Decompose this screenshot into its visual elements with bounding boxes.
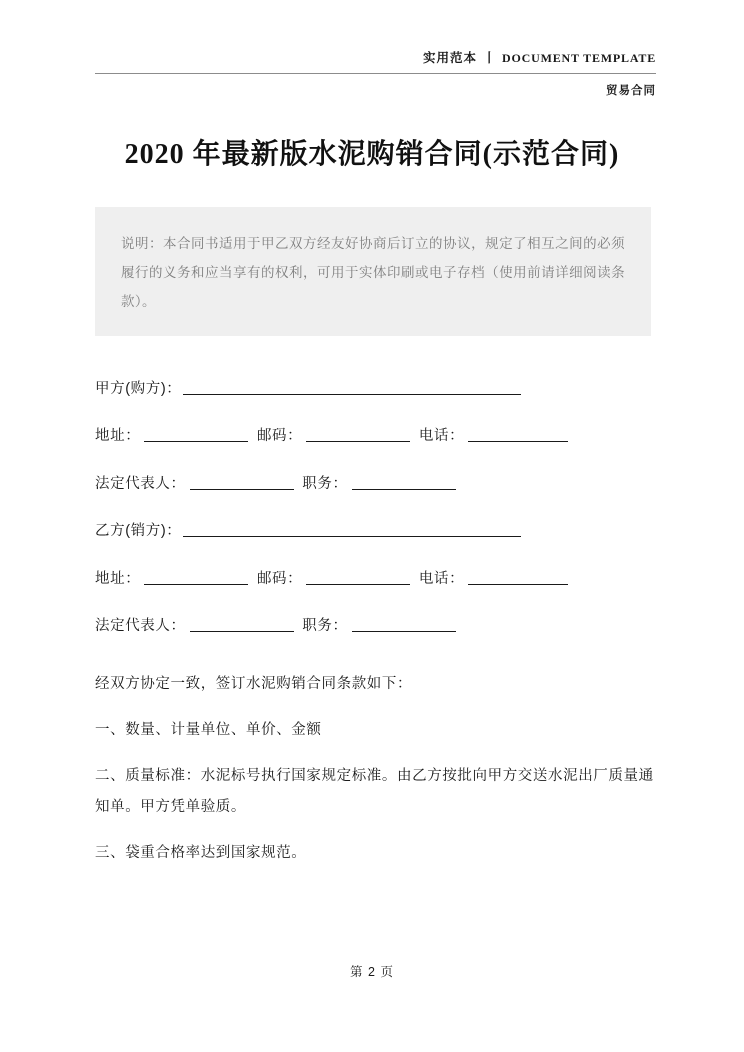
clause-item-1: 一、数量、计量单位、单价、金额 bbox=[95, 721, 322, 738]
address-label-a: 地址： bbox=[95, 428, 141, 445]
party-b-address-input[interactable] bbox=[144, 570, 248, 585]
header-divider bbox=[95, 73, 656, 74]
phone-label-a: 电话： bbox=[418, 428, 465, 445]
legal-rep-label-b: 法定代表人： bbox=[95, 618, 186, 635]
party-b-label: 乙方(销方)： bbox=[95, 523, 182, 540]
document-body bbox=[95, 378, 660, 884]
party-a-phone-input[interactable] bbox=[468, 428, 568, 443]
party-b-position-input[interactable] bbox=[352, 618, 456, 633]
postcode-label-b: 邮码： bbox=[256, 570, 303, 587]
position-label-b: 职务： bbox=[302, 618, 348, 635]
party-a-rep-input[interactable] bbox=[190, 475, 294, 490]
party-b-postcode-input[interactable] bbox=[306, 570, 410, 585]
party-b-rep-input[interactable] bbox=[190, 618, 294, 633]
page-title: 2020 年最新版水泥购销合同(示范合同) bbox=[124, 139, 620, 170]
header-brand-line bbox=[95, 48, 656, 66]
party-a-address-input[interactable] bbox=[144, 428, 248, 443]
header-brand-cn: 实用范本 bbox=[423, 51, 478, 65]
party-a-position-input[interactable] bbox=[352, 475, 456, 490]
field-party-a-rep bbox=[95, 473, 660, 495]
clause-item-2: 二、质量标准：水泥标号执行国家规定标准。由乙方按批向甲方交送水泥出厂质量通知单。甲方凭单验质。 bbox=[95, 767, 654, 816]
party-a-label: 甲方(购方)： bbox=[95, 381, 182, 397]
header-separator: 丨 bbox=[483, 51, 497, 65]
header-category: 贸易合同 bbox=[606, 85, 656, 97]
party-a-input[interactable] bbox=[183, 380, 521, 395]
field-party-b-contact bbox=[95, 568, 660, 590]
address-label-b: 地址： bbox=[95, 570, 141, 587]
party-b-input[interactable] bbox=[183, 523, 521, 538]
page-footer: 第 2 页 bbox=[350, 965, 394, 979]
phone-label-b: 电话： bbox=[418, 570, 465, 587]
party-a-postcode-input[interactable] bbox=[306, 428, 410, 443]
body-intro: 经双方协定一致，签订水泥购销合同条款如下： bbox=[95, 675, 413, 692]
field-party-b bbox=[95, 520, 660, 542]
page-header bbox=[95, 48, 656, 98]
clause-item-3: 三、袋重合格率达到国家规范。 bbox=[95, 845, 307, 862]
party-b-phone-input[interactable] bbox=[468, 570, 568, 585]
legal-rep-label-a: 法定代表人： bbox=[95, 475, 186, 492]
header-brand-en: DOCUMENT TEMPLATE bbox=[502, 51, 656, 65]
note-box: 说明：本合同书适用于甲乙双方经友好协商后订立的协议，规定了相互之间的必须履行的义务和应当享有的权利，可用于实体印刷或电子存档（使用前请详细阅读条款）。 bbox=[95, 207, 651, 336]
postcode-label-a: 邮码： bbox=[256, 428, 303, 445]
field-party-a-contact bbox=[95, 425, 660, 447]
field-party-a bbox=[95, 378, 660, 400]
position-label-a: 职务： bbox=[302, 475, 348, 492]
field-party-b-rep bbox=[95, 615, 660, 637]
